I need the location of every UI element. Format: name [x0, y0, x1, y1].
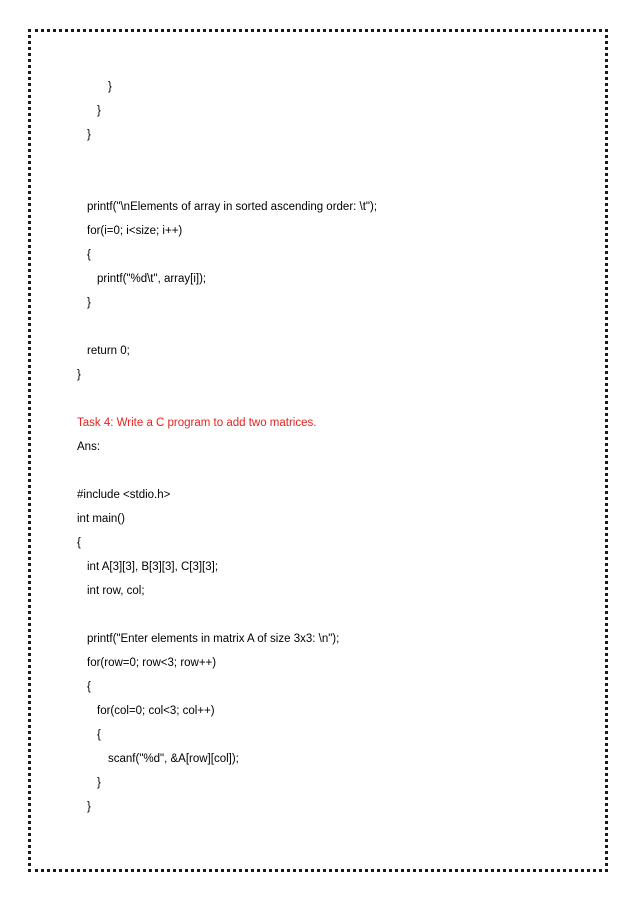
code-line: printf("\nElements of array in sorted ascending order: \t");	[87, 201, 378, 213]
code-line: int row, col;	[87, 585, 145, 597]
code-line: {	[87, 681, 91, 693]
code-line: }	[108, 81, 112, 93]
code-line: }	[97, 777, 101, 789]
code-line: int main()	[77, 513, 125, 525]
answer-label: Ans:	[77, 441, 101, 453]
code-line: for(col=0; col<3; col++)	[97, 705, 215, 717]
code-line: }	[87, 297, 91, 309]
code-line: }	[87, 801, 91, 813]
code-line: #include <stdio.h>	[77, 489, 171, 501]
code-line: {	[77, 537, 81, 549]
code-line: scanf("%d", &A[row][col]);	[108, 753, 239, 765]
code-line: {	[87, 249, 91, 261]
task-heading: Task 4: Write a C program to add two matrices.	[77, 417, 317, 429]
code-line: {	[97, 729, 101, 741]
code-line: return 0;	[87, 345, 130, 357]
code-line: printf("Enter elements in matrix A of size 3x3: \n");	[87, 633, 340, 645]
code-line: int A[3][3], B[3][3], C[3][3];	[87, 561, 219, 573]
code-line: for(row=0; row<3; row++)	[87, 657, 217, 669]
code-line: }	[87, 129, 91, 141]
code-line: }	[97, 105, 101, 117]
code-line: printf("%d\t", array[i]);	[97, 273, 207, 285]
page-border	[28, 29, 608, 872]
code-line: }	[77, 369, 81, 381]
code-line: for(i=0; i<size; i++)	[87, 225, 183, 237]
